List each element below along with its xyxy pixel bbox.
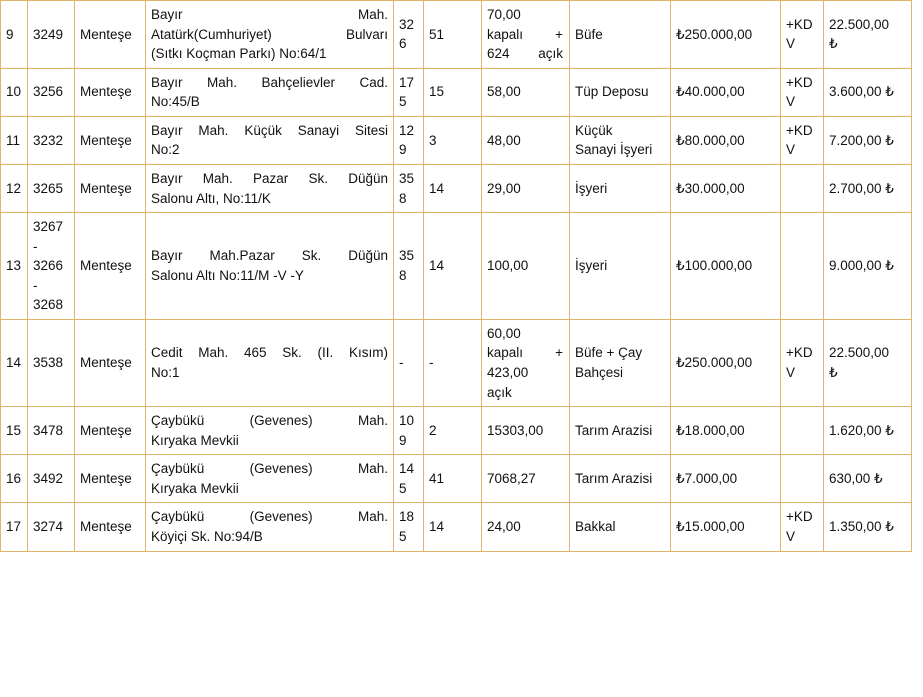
cell-kdv	[781, 164, 824, 212]
table-row	[1, 116, 912, 164]
cell-muhammen-bedel: ₺100.000,00	[671, 213, 781, 320]
cell-alan-line: 70,00	[487, 7, 521, 22]
cell-parsel: 14	[424, 164, 482, 212]
cell-teminat-line: 1.620,00 ₺	[829, 422, 894, 438]
cell-kdv	[781, 407, 824, 455]
cell-nitelik-line: Bahçesi	[575, 365, 624, 380]
cell-teminat	[824, 1, 912, 69]
table-row	[1, 407, 912, 455]
cell-teminat-line: 2.700,00 ₺	[829, 180, 894, 196]
cell-alan	[482, 319, 570, 406]
cell-teminat	[824, 407, 912, 455]
cell-muhammen-bedel: ₺18.000,00	[671, 407, 781, 455]
cell-alan-line: 24,00	[487, 519, 521, 535]
cell-no: 16	[1, 455, 28, 503]
cell-kdv: +KDV	[781, 68, 824, 116]
cell-parsel-no: 3256	[28, 68, 75, 116]
cell-adres-line: Atatürk(Cumhuriyet) Bulvarı	[151, 26, 388, 42]
cell-ada: 358	[394, 164, 424, 212]
cell-nitelik: Tüp Deposu	[570, 68, 671, 116]
cell-muhammen-bedel: ₺30.000,00	[671, 164, 781, 212]
cell-no: 11	[1, 116, 28, 164]
cell-adres-line: No:2	[151, 142, 180, 158]
cell-teminat	[824, 503, 912, 551]
cell-alan-line: kapalı +	[487, 345, 563, 361]
cell-parsel-no-line: 3266 -	[33, 258, 64, 293]
cell-muhammen-bedel: ₺15.000,00	[671, 503, 781, 551]
cell-teminat	[824, 68, 912, 116]
cell-parsel-no: 3249	[28, 1, 75, 69]
cell-teminat-line: 7.200,00 ₺	[829, 132, 894, 148]
cell-parsel-no	[28, 213, 75, 320]
cell-alan	[482, 455, 570, 503]
cell-teminat-line: 630,00 ₺	[829, 471, 883, 487]
cell-teminat	[824, 213, 912, 320]
cell-adres	[146, 1, 394, 69]
cell-adres-line: (Sıtkı Koçman Parkı) No:64/1	[151, 46, 327, 62]
cell-no: 17	[1, 503, 28, 551]
cell-teminat-line: 1.350,00 ₺	[829, 519, 894, 535]
cell-alan	[482, 68, 570, 116]
table-row	[1, 503, 912, 551]
cell-nitelik-line: Sanayi İşyeri	[575, 142, 653, 158]
cell-teminat	[824, 319, 912, 406]
cell-parsel-no-line: 3267 -	[33, 219, 64, 254]
cell-adres-line: Salonu Altı No:11/M -V -Y	[151, 267, 304, 283]
cell-ada: 326	[394, 1, 424, 69]
cell-ada: 185	[394, 503, 424, 551]
cell-adres	[146, 455, 394, 503]
cell-ada: 358	[394, 213, 424, 320]
cell-teminat-line: ₺	[829, 36, 838, 52]
cell-ilce: Menteşe	[75, 1, 146, 69]
cell-nitelik: Tarım Arazisi	[570, 407, 671, 455]
cell-teminat	[824, 455, 912, 503]
table-row	[1, 455, 912, 503]
cell-parsel: 51	[424, 1, 482, 69]
cell-kdv: +KDV	[781, 1, 824, 69]
cell-alan-line: 48,00	[487, 132, 521, 148]
cell-no: 10	[1, 68, 28, 116]
cell-no: 13	[1, 213, 28, 320]
cell-alan-line: 423,00	[487, 365, 529, 380]
cell-alan	[482, 116, 570, 164]
cell-muhammen-bedel: ₺40.000,00	[671, 68, 781, 116]
cell-parsel-no: 3274	[28, 503, 75, 551]
cell-nitelik: İşyeri	[570, 164, 671, 212]
cell-alan-line: 15303,00	[487, 422, 544, 438]
cell-nitelik	[570, 116, 671, 164]
cell-teminat-line: 22.500,00	[829, 16, 890, 32]
table-row	[1, 68, 912, 116]
cell-ilce: Menteşe	[75, 319, 146, 406]
cell-parsel-no: 3478	[28, 407, 75, 455]
cell-muhammen-bedel: ₺80.000,00	[671, 116, 781, 164]
cell-adres-line: Bayır Mah. Pazar Sk. Düğün	[151, 170, 388, 186]
cell-alan	[482, 164, 570, 212]
cell-nitelik: Tarım Arazisi	[570, 455, 671, 503]
cell-kdv: +KDV	[781, 503, 824, 551]
cell-adres-line: Çaybükü (Gevenes) Mah.	[151, 461, 388, 477]
cell-parsel: 2	[424, 407, 482, 455]
cell-adres-line: No:45/B	[151, 94, 200, 110]
cell-kdv: +KDV	[781, 319, 824, 406]
cell-adres-line: Köyiçi Sk. No:94/B	[151, 528, 263, 544]
cell-ilce: Menteşe	[75, 68, 146, 116]
cell-parsel: 3	[424, 116, 482, 164]
table-body	[1, 1, 912, 552]
cell-alan	[482, 503, 570, 551]
cell-adres	[146, 164, 394, 212]
cell-parsel-no: 3265	[28, 164, 75, 212]
cell-adres-line: Salonu Altı, No:11/K	[151, 190, 271, 206]
cell-adres-line: Kıryaka Mevkii	[151, 432, 239, 448]
cell-ada: 129	[394, 116, 424, 164]
cell-ilce: Menteşe	[75, 164, 146, 212]
cell-adres-line: No:1	[151, 365, 180, 380]
cell-adres-line: Kıryaka Mevkii	[151, 480, 239, 496]
cell-nitelik: Büfe	[570, 1, 671, 69]
cell-adres	[146, 213, 394, 320]
cell-adres	[146, 319, 394, 406]
cell-parsel: 15	[424, 68, 482, 116]
cell-adres	[146, 68, 394, 116]
cell-kdv	[781, 455, 824, 503]
cell-ilce: Menteşe	[75, 455, 146, 503]
cell-adres	[146, 116, 394, 164]
cell-muhammen-bedel: ₺250.000,00	[671, 1, 781, 69]
cell-no: 14	[1, 319, 28, 406]
cell-parsel-no: 3492	[28, 455, 75, 503]
cell-adres	[146, 503, 394, 551]
cell-nitelik: İşyeri	[570, 213, 671, 320]
cell-alan	[482, 213, 570, 320]
cell-teminat-line: ₺	[829, 365, 838, 380]
cell-parsel: 41	[424, 455, 482, 503]
cell-alan-line: 100,00	[487, 258, 529, 274]
cell-teminat-line: 3.600,00 ₺	[829, 84, 894, 100]
cell-ilce: Menteşe	[75, 407, 146, 455]
cell-teminat-line: 9.000,00 ₺	[829, 258, 894, 274]
cell-ilce: Menteşe	[75, 213, 146, 320]
cell-ada: -	[394, 319, 424, 406]
cell-ada: 175	[394, 68, 424, 116]
cell-nitelik	[570, 319, 671, 406]
cell-adres-line: Çaybükü (Gevenes) Mah.	[151, 413, 388, 429]
table-row	[1, 1, 912, 69]
table-row	[1, 319, 912, 406]
cell-parsel: 14	[424, 213, 482, 320]
cell-ada: 109	[394, 407, 424, 455]
cell-nitelik-line: Küçük	[575, 122, 613, 138]
cell-ada: 145	[394, 455, 424, 503]
cell-ilce: Menteşe	[75, 503, 146, 551]
cell-adres-line: Çaybükü (Gevenes) Mah.	[151, 509, 388, 525]
cell-adres-line: Bayır Mah.	[151, 7, 388, 22]
cell-no: 12	[1, 164, 28, 212]
cell-teminat	[824, 164, 912, 212]
cell-no: 15	[1, 407, 28, 455]
cell-adres-line: Bayır Mah. Küçük Sanayi Sitesi	[151, 122, 388, 138]
cell-parsel: -	[424, 319, 482, 406]
cell-adres-line: Cedit Mah. 465 Sk. (II. Kısım)	[151, 345, 388, 361]
cell-kdv	[781, 213, 824, 320]
cell-adres-line: Bayır Mah.Pazar Sk. Düğün	[151, 248, 388, 264]
cell-parsel: 14	[424, 503, 482, 551]
cell-parsel-no: 3232	[28, 116, 75, 164]
cell-muhammen-bedel: ₺7.000,00	[671, 455, 781, 503]
cell-alan-line: 624 açık	[487, 46, 563, 62]
cell-parsel-no: 3538	[28, 319, 75, 406]
cell-no: 9	[1, 1, 28, 69]
cell-alan-line: açık	[487, 384, 512, 400]
cell-teminat	[824, 116, 912, 164]
cell-adres	[146, 407, 394, 455]
cell-nitelik-line: Büfe + Çay	[575, 345, 643, 361]
cell-teminat-line: 22.500,00	[829, 345, 890, 361]
cell-kdv: +KDV	[781, 116, 824, 164]
cell-alan-line: kapalı +	[487, 26, 563, 42]
cell-alan-line: 58,00	[487, 84, 521, 100]
cell-ilce: Menteşe	[75, 116, 146, 164]
cell-muhammen-bedel: ₺250.000,00	[671, 319, 781, 406]
cell-alan-line: 60,00	[487, 325, 521, 341]
table-row	[1, 213, 912, 320]
cell-alan-line: 29,00	[487, 180, 521, 196]
cell-alan	[482, 407, 570, 455]
table-row	[1, 164, 912, 212]
cell-alan	[482, 1, 570, 69]
cell-adres-line: Bayır Mah. Bahçelievler Cad.	[151, 74, 388, 90]
cell-alan-line: 7068,27	[487, 471, 536, 487]
cell-nitelik: Bakkal	[570, 503, 671, 551]
cell-parsel-no-line: 3268	[33, 297, 64, 313]
